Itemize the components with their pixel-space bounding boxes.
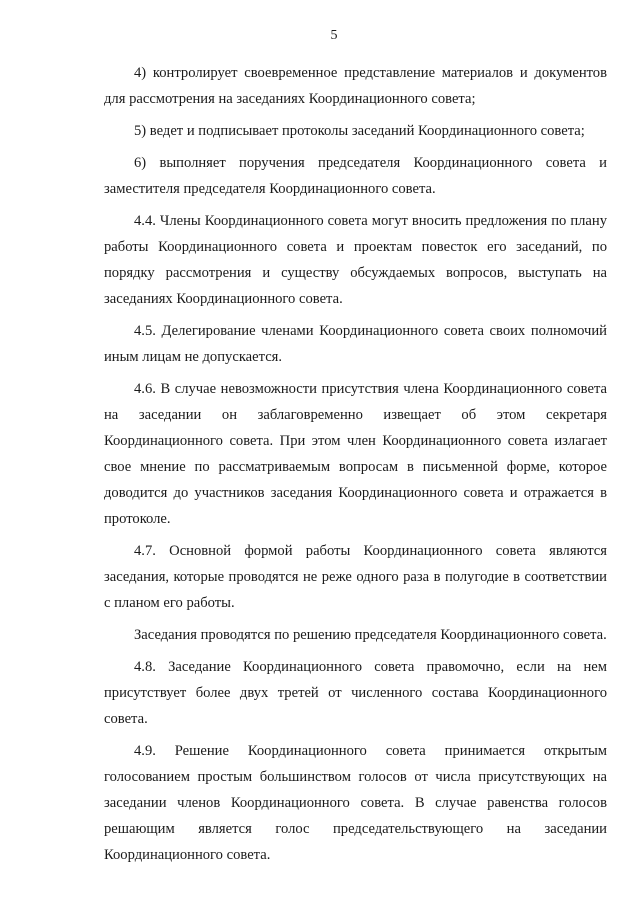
page-number: 5 xyxy=(330,28,338,43)
paragraph-4-9: 4.9. Решение Координационного совета принимается открытым голосованием простым большинством голосов от числа присутствующих на заседании членов Координационного совета. В случае равенства голосов решающим является голос председательствующего на заседании Координационного совета. xyxy=(104,743,607,863)
paragraph-4-4: 4.4. Члены Координационного совета могут вносить предложения по плану работы Координационного совета и проектам повесток его заседаний, по порядку рассмотрения и существу обсуждаемых вопросов, выступать на заседаниях Координационного совета. xyxy=(104,213,607,307)
document-body xyxy=(104,60,607,868)
paragraph-4-6: 4.6. В случае невозможности присутствия члена Координационного совета на заседании он заблаговременно извещает об этом секретаря Координационного совета. При этом член Координационного совета излагает свое мнение по рассматриваемым вопросам в письменной форме, которое доводится до участников заседания Координационного совета и отражается в протоколе. xyxy=(104,381,607,527)
paragraph-meetings: Заседания проводятся по решению председателя Координационного совета. xyxy=(134,627,607,643)
paragraph-item-4: 4) контролирует своевременное представление материалов и документов для рассмотрения на заседаниях Координационного совета; xyxy=(104,65,607,107)
paragraph-4-5: 4.5. Делегирование членами Координационного совета своих полномочий иным лицам не допускается. xyxy=(104,323,607,365)
paragraph-item-5: 5) ведет и подписывает протоколы заседаний Координационного совета; xyxy=(134,123,585,139)
paragraph-4-7: 4.7. Основной формой работы Координационного совета являются заседания, которые проводятся не реже одного раза в полугодие в соответствии с планом его работы. xyxy=(104,543,607,611)
paragraph-item-6: 6) выполняет поручения председателя Координационного совета и заместителя председателя Координационного совета. xyxy=(104,155,607,197)
paragraph-4-8: 4.8. Заседание Координационного совета правомочно, если на нем присутствует более двух третей от численного состава Координационного совета. xyxy=(104,659,607,727)
